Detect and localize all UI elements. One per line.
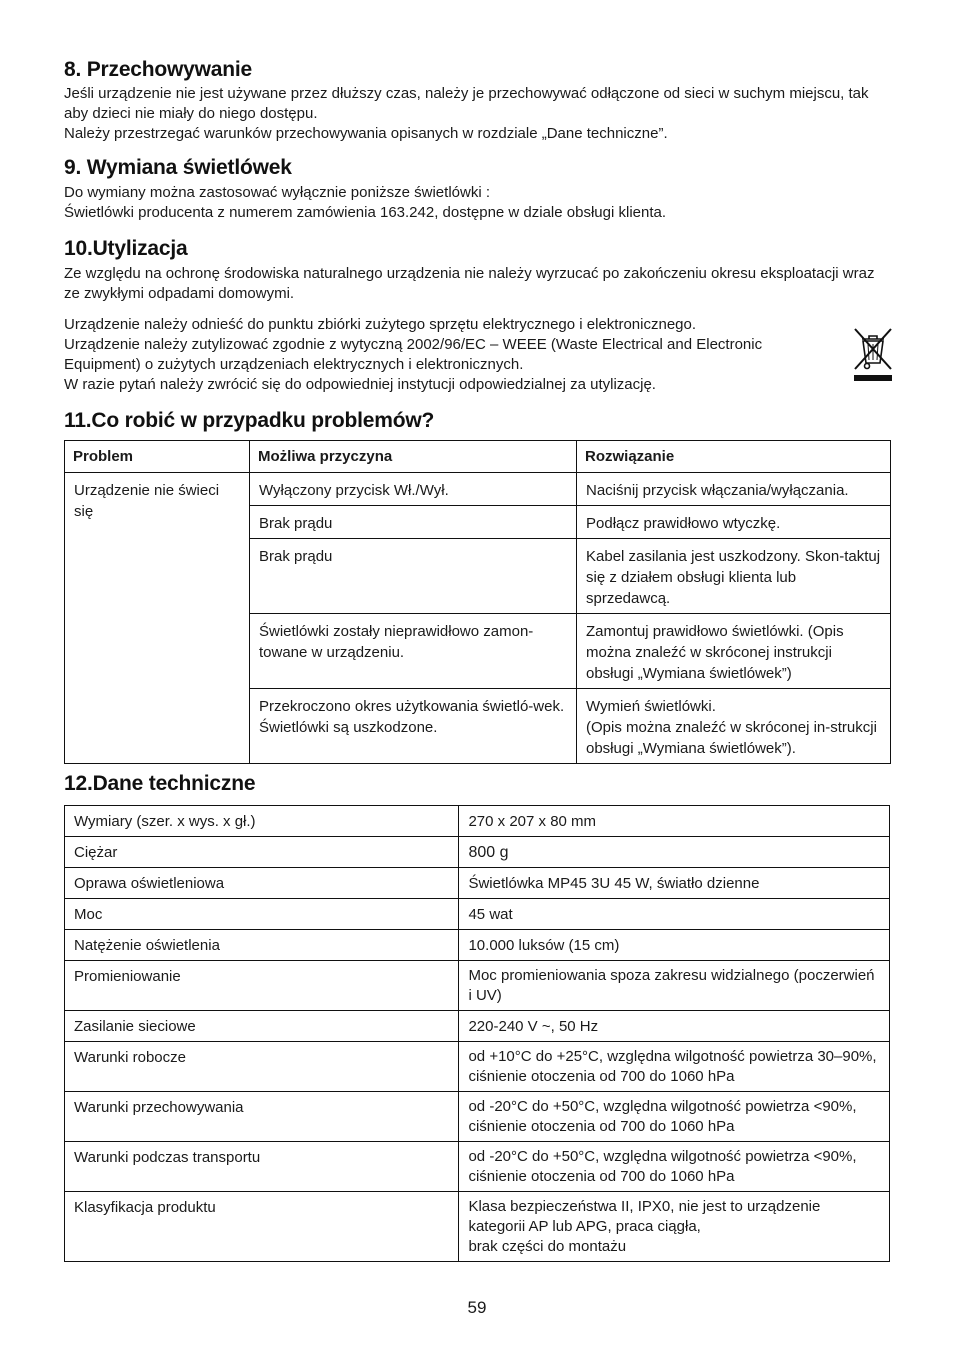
section-disposal: [64, 237, 890, 395]
spec-label: Natężenie oświetlenia: [65, 930, 459, 961]
cause-cell: Świetlówki zostały nieprawidłowo zamon-towane w urządzeniu.: [250, 614, 577, 689]
section-technical-data: [64, 772, 890, 1262]
spec-value: od -20°C do +50°C, względna wilgotność powietrza <90%, ciśnienie otoczenia od 700 do 1060 hPa: [459, 1142, 890, 1192]
section-storage: [64, 58, 890, 144]
spec-label: Moc: [65, 899, 459, 930]
spec-value: [459, 1192, 890, 1262]
solution-line: Wymień świetlówki.: [586, 698, 716, 715]
solution-note: (Opis można znaleźć w skróconej in-strukcji obsługi „Wymiana świetlówek”).: [586, 719, 877, 757]
spec-value: 10.000 luksów (15 cm): [459, 930, 890, 961]
disposal-details: [64, 315, 890, 395]
table-row: [65, 837, 890, 868]
table-row: [65, 1092, 890, 1142]
problem-cell: Urządzenie nie świeci się: [65, 473, 250, 764]
spec-label: Warunki przechowywania: [65, 1092, 459, 1142]
column-header: Rozwiązanie: [577, 441, 891, 473]
table-row: [65, 473, 891, 506]
section-title: 9. Wymiana świetlówek: [64, 156, 292, 179]
solution-cell: Podłącz prawidłowo wtyczkę.: [577, 506, 891, 539]
solution-cell: [577, 689, 891, 764]
crossed-out-wheelie-bin-icon: [850, 325, 896, 383]
technical-data-table: [64, 805, 890, 1262]
table-row: [65, 868, 890, 899]
solution-cell: Zamontuj prawidłowo świetlówki. (Opis można znaleźć w skróconej instrukcji obsługi „Wymiana świetlówek”): [577, 614, 891, 689]
section-title: 10.Utylizacja: [64, 237, 188, 260]
spec-label: Warunki robocze: [65, 1042, 459, 1092]
paragraph: Do wymiany można zastosować wyłącznie poniższe świetlówki :: [64, 184, 490, 201]
table-row: [65, 930, 890, 961]
cause-cell: Wyłączony przycisk Wł./Wył.: [250, 473, 577, 506]
spec-label: Zasilanie sieciowe: [65, 1011, 459, 1042]
spec-label: Klasyfikacja produktu: [65, 1192, 459, 1262]
table-row: [65, 1192, 890, 1262]
spec-value: 45 wat: [459, 899, 890, 930]
column-header: Możliwa przyczyna: [250, 441, 577, 473]
solution-cell: Kabel zasilania jest uszkodzony. Skon-taktuj się z działem obsługi klienta lub sprzedawcą.: [577, 539, 891, 614]
spec-label: Promieniowanie: [65, 961, 459, 1011]
table-header-row: [65, 441, 891, 473]
section-title: 11.Co robić w przypadku problemów?: [64, 409, 435, 432]
troubleshooting-table: [64, 440, 891, 764]
section-lamp-replacement: [64, 156, 890, 223]
table-row: [65, 1011, 890, 1042]
spec-label: Wymiary (szer. x wys. x gł.): [65, 806, 459, 837]
spec-value-line: Klasa bezpieczeństwa II, IPX0, nie jest to urządzenie kategorii AP lub APG, praca ciągła,: [468, 1198, 821, 1235]
spec-value: od -20°C do +50°C, względna wilgotność powietrza <90%, ciśnienie otoczenia od 700 do 1060 hPa: [459, 1092, 890, 1142]
page-number: 59: [467, 1298, 487, 1317]
section-troubleshooting: [64, 409, 890, 764]
spec-value: 220-240 V ~, 50 Hz: [459, 1011, 890, 1042]
paragraph: Świetlówki producenta z numerem zamówienia 163.242, dostępne w dziale obsługi klienta.: [64, 204, 667, 221]
section-title: 8. Przechowywanie: [64, 58, 253, 81]
spec-value-line: brak części do montażu: [468, 1238, 627, 1255]
spec-value: Moc promieniowania spoza zakresu widzialnego (poczerwień i UV): [459, 961, 890, 1011]
paragraph: Urządzenie należy odnieść do punktu zbiórki zużytego sprzętu elektrycznego i elektronicznego.: [64, 316, 697, 333]
paragraph: Jeśli urządzenie nie jest używane przez dłuższy czas, należy je przechowywać odłączone od sieci w suchym miejscu, tak aby dzieci nie miały do niego dostępu.: [64, 85, 869, 122]
paragraph: Ze względu na ochronę środowiska naturalnego urządzenia nie należy wyrzucać po zakończeniu okresu eksploatacji wraz ze zwykłymi odpadami domowymi.: [64, 265, 875, 302]
cause-cell: Brak prądu: [250, 539, 577, 614]
solution-cell: Naciśnij przycisk włączania/wyłączania.: [577, 473, 891, 506]
section-title: 12.Dane techniczne: [64, 772, 256, 795]
spec-value: 800 g: [459, 837, 890, 868]
paragraph: Należy przestrzegać warunków przechowywania opisanych w rozdziale „Dane techniczne”.: [64, 125, 668, 142]
table-row: [65, 899, 890, 930]
spec-label: Oprawa oświetleniowa: [65, 868, 459, 899]
spec-value: Świetlówka MP45 3U 45 W, światło dzienne: [459, 868, 890, 899]
spec-label: Ciężar: [65, 837, 459, 868]
table-row: [65, 1042, 890, 1092]
spec-value: 270 x 207 x 80 mm: [459, 806, 890, 837]
page-content: [64, 58, 890, 1262]
cause-cell: Przekroczono okres użytkowania świetló-wek. Świetlówki są uszkodzone.: [250, 689, 577, 764]
table-row: [65, 806, 890, 837]
column-header: Problem: [65, 441, 250, 473]
spec-label: Warunki podczas transportu: [65, 1142, 459, 1192]
table-row: [65, 1142, 890, 1192]
paragraph: W razie pytań należy zwrócić się do odpowiedniej instytucji odpowiedzialnej za utylizację.: [64, 376, 656, 393]
cause-cell: Brak prądu: [250, 506, 577, 539]
paragraph: Urządzenie należy zutylizować zgodnie z wytyczną 2002/96/EC – WEEE (Waste Electrical and Electronic Equipment) o zużytych urządzeniach elektrycznych i elektronicznych.: [64, 336, 763, 373]
spec-value: od +10°C do +25°C, względna wilgotność powietrza 30–90%, ciśnienie otoczenia od 700 do 1060 hPa: [459, 1042, 890, 1092]
table-row: [65, 961, 890, 1011]
